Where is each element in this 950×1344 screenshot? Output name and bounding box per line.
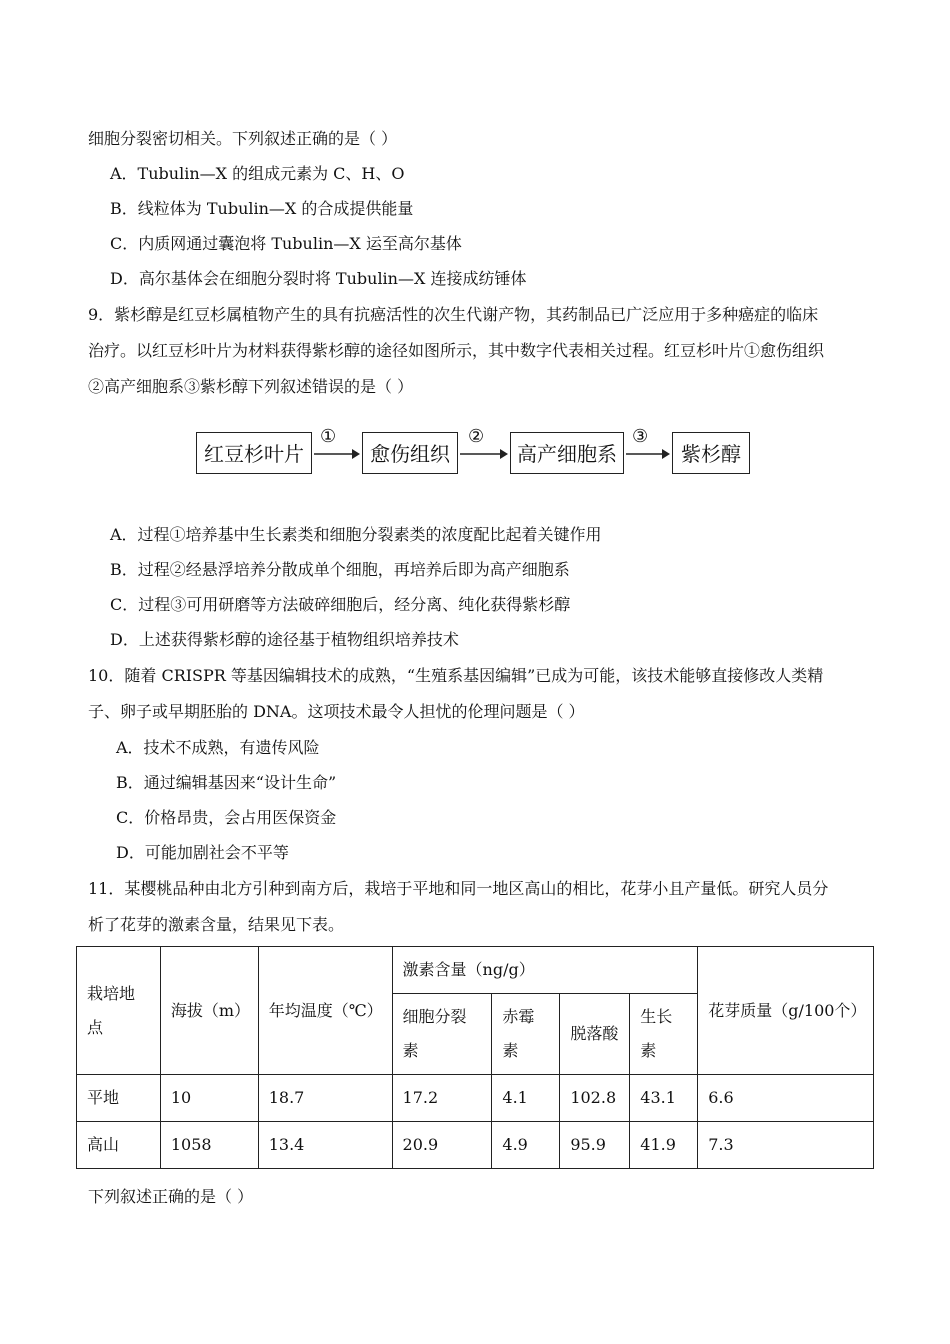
q8-option-a: A．Tubulin—X 的组成元素为 C、H、O — [110, 164, 405, 183]
hormone-table — [76, 946, 874, 1169]
q9-stem-line1: 9．紫杉醇是红豆杉属植物产生的具有抗癌活性的次生代谢产物，其药制品已广泛应用于多种癌症的临床 — [88, 305, 819, 324]
q9-option-a: A．过程①培养基中生长素类和细胞分裂素类的浓度配比起着关键作用 — [110, 525, 602, 544]
cell-abscisic-acid: 95.9 — [560, 1122, 630, 1169]
flow-box-callus: 愈伤组织 — [362, 432, 458, 474]
q10-stem-line1: 10．随着 CRISPR 等基因编辑技术的成熟，“生殖系基因编辑”已成为可能，该技术能够直接修改人类精 — [88, 666, 824, 685]
table-row — [77, 1122, 874, 1169]
q9-stem-line2: 治疗。以红豆杉叶片为材料获得紫杉醇的途径如图所示，其中数字代表相关过程。红豆杉叶片①愈伤组织 — [88, 341, 825, 360]
header-abscisic-acid: 脱落酸 — [560, 994, 630, 1075]
flow-step-3: ③ — [632, 426, 649, 447]
q9-stem-line3: ②高产细胞系③紫杉醇下列叙述错误的是（ ） — [88, 377, 414, 396]
q8-stem-tail: 细胞分裂密切相关。下列叙述正确的是（ ） — [88, 129, 398, 148]
q8-option-b: B．线粒体为 Tubulin—X 的合成提供能量 — [110, 199, 414, 218]
cell-place: 平地 — [77, 1075, 161, 1122]
cell-place: 高山 — [77, 1122, 161, 1169]
q9-option-b: B．过程②经悬浮培养分散成单个细胞，再培养后即为高产细胞系 — [110, 560, 570, 579]
cell-gibberellin: 4.1 — [492, 1075, 560, 1122]
cell-auxin: 41.9 — [630, 1122, 698, 1169]
header-cytokinin: 细胞分裂素 — [392, 994, 492, 1075]
q9-option-d: D．上述获得紫杉醇的途径基于植物组织培养技术 — [110, 630, 459, 649]
cell-cytokinin: 20.9 — [392, 1122, 492, 1169]
flow-box-taxol: 紫杉醇 — [672, 432, 750, 474]
q10-option-d: D．可能加剧社会不平等 — [116, 843, 289, 862]
header-gibberellin: 赤霉素 — [492, 994, 560, 1075]
flow-box-cell-line: 高产细胞系 — [510, 432, 624, 474]
flow-step-2: ② — [468, 426, 485, 447]
q10-option-c: C．价格昂贵，会占用医保资金 — [116, 808, 337, 827]
q9-option-c: C．过程③可用研磨等方法破碎细胞后，经分离、纯化获得紫杉醇 — [110, 595, 571, 614]
cell-cytokinin: 17.2 — [392, 1075, 492, 1122]
header-altitude: 海拔（m） — [160, 947, 258, 1075]
q8-option-d: D．高尔基体会在细胞分裂时将 Tubulin—X 连接成纺锤体 — [110, 269, 527, 288]
table-header-row — [77, 947, 874, 994]
header-place: 栽培地点 — [77, 947, 161, 1075]
header-hormone-content: 激素含量（ng/g） — [392, 947, 698, 994]
q10-option-b: B．通过编辑基因来“设计生命” — [116, 773, 337, 792]
arrow-icon — [312, 444, 362, 464]
arrow-icon — [624, 444, 672, 464]
header-bud-mass: 花芽质量（g/100个） — [698, 947, 874, 1075]
q11-after-table: 下列叙述正确的是（ ） — [88, 1187, 254, 1206]
header-auxin: 生长素 — [630, 994, 698, 1075]
cell-altitude: 10 — [160, 1075, 258, 1122]
cell-gibberellin: 4.9 — [492, 1122, 560, 1169]
q9-flow-diagram — [196, 428, 756, 482]
flow-box-leaf: 红豆杉叶片 — [196, 432, 312, 474]
cell-bud-mass: 7.3 — [698, 1122, 874, 1169]
cell-temperature: 18.7 — [258, 1075, 392, 1122]
cell-altitude: 1058 — [160, 1122, 258, 1169]
header-temperature: 年均温度（℃） — [258, 947, 392, 1075]
cell-auxin: 43.1 — [630, 1075, 698, 1122]
cell-abscisic-acid: 102.8 — [560, 1075, 630, 1122]
q11-stem-line2: 析了花芽的激素含量，结果见下表。 — [88, 915, 345, 934]
cell-temperature: 13.4 — [258, 1122, 392, 1169]
flow-step-1: ① — [320, 426, 337, 447]
q10-stem-line2: 子、卵子或早期胚胎的 DNA。这项技术最令人担忧的伦理问题是（ ） — [88, 702, 585, 721]
q11-stem-line1: 11．某樱桃品种由北方引种到南方后，栽培于平地和同一地区高山的相比，花芽小且产量低。研究人员分 — [88, 879, 829, 898]
q10-option-a: A．技术不成熟，有遗传风险 — [116, 738, 320, 757]
table-row — [77, 1075, 874, 1122]
q8-option-c: C．内质网通过囊泡将 Tubulin—X 运至高尔基体 — [110, 234, 462, 253]
arrow-icon — [458, 444, 510, 464]
cell-bud-mass: 6.6 — [698, 1075, 874, 1122]
